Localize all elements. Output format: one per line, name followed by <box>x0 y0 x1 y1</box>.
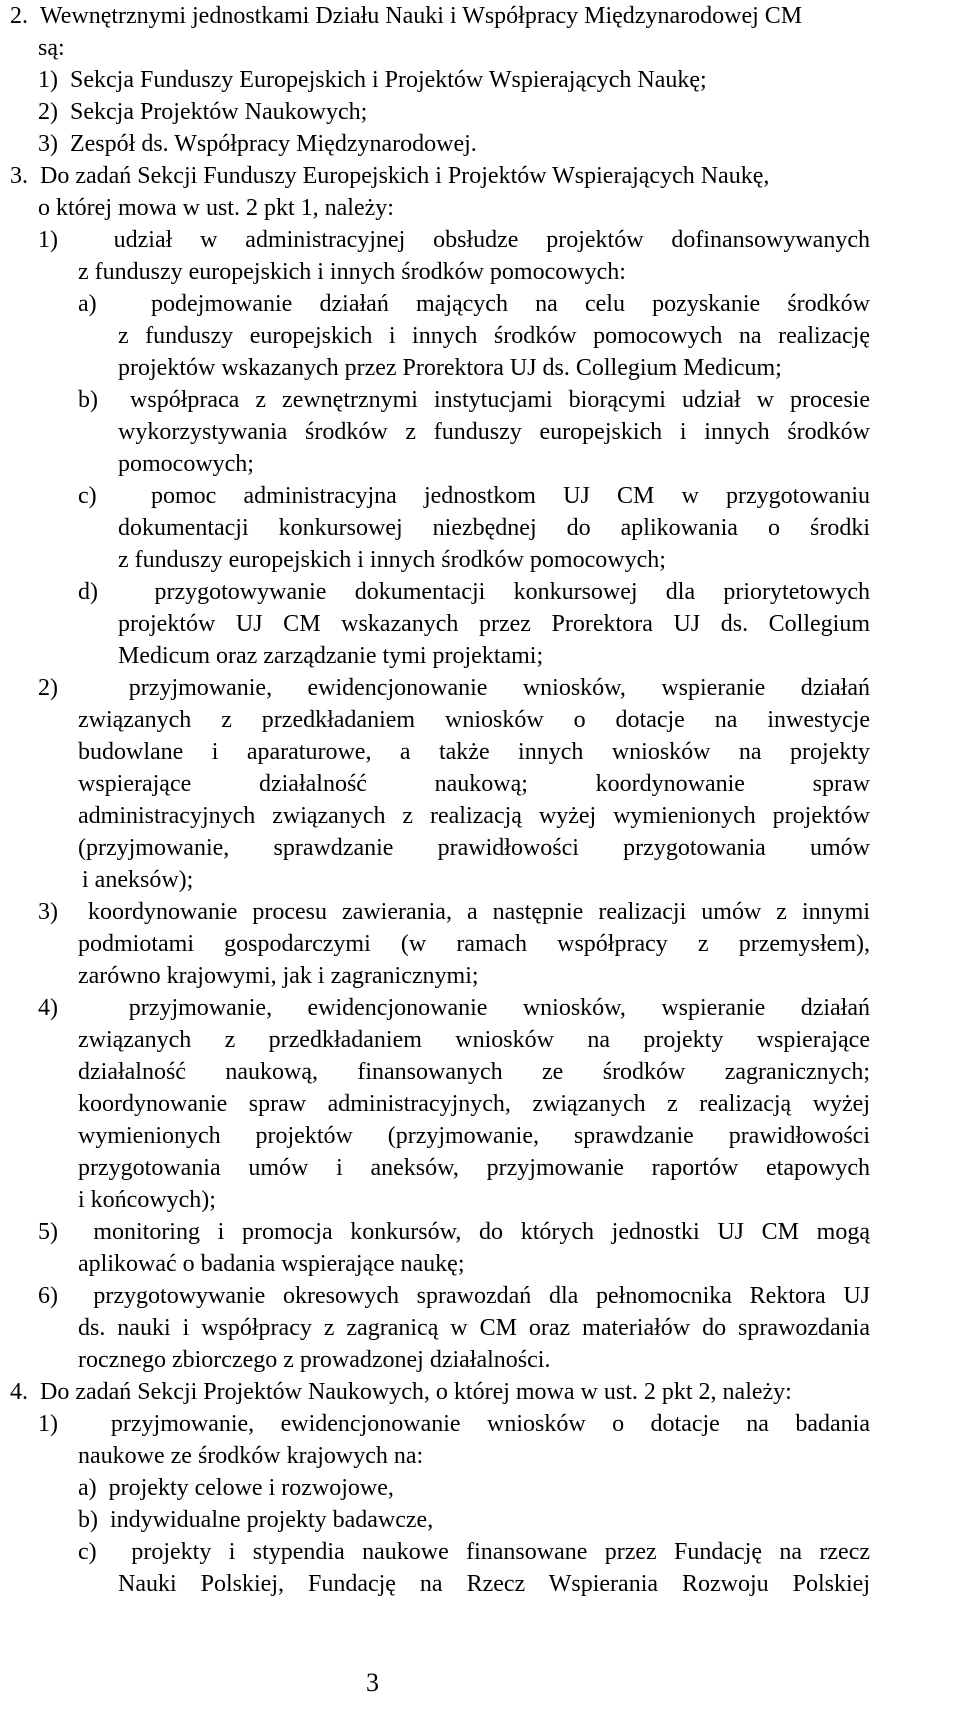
text-line: b) współpraca z zewnętrznymi instytucjami biorącymi udział w procesie <box>78 387 870 413</box>
text-line: administracyjnych związanych z realizacją wyżej wymienionych projektów <box>78 803 870 829</box>
text-line: i końcowych); <box>78 1187 216 1213</box>
text-line: Nauki Polskiej, Fundację na Rzecz Wspierania Rozwoju Polskiej <box>118 1571 870 1597</box>
text-line: 3. Do zadań Sekcji Funduszy Europejskich i Projektów Wspierających Naukę, <box>10 163 770 189</box>
text-line: a) podejmowanie działań mających na celu pozyskanie środków <box>78 291 870 317</box>
text-line: Medicum oraz zarządzanie tymi projektami; <box>118 643 544 669</box>
text-line: są: <box>38 35 65 61</box>
text-line: 4. Do zadań Sekcji Projektów Naukowych, o której mowa w ust. 2 pkt 2, należy: <box>10 1379 792 1405</box>
text-line: związanych z przedkładaniem wniosków na projekty wspierające <box>78 1027 870 1053</box>
text-line: 1) udział w administracyjnej obsłudze projektów dofinansowywanych <box>38 227 870 253</box>
text-line: 4) przyjmowanie, ewidencjonowanie wniosków, wspieranie działań <box>38 995 870 1021</box>
text-line: podmiotami gospodarczymi (w ramach współpracy z przemysłem), <box>78 931 870 957</box>
text-line: 6) przygotowywanie okresowych sprawozdań dla pełnomocnika Rektora UJ <box>38 1283 870 1309</box>
text-line: koordynowanie spraw administracyjnych, związanych z realizacją wyżej <box>78 1091 870 1117</box>
text-line: przygotowania umów i aneksów, przyjmowanie raportów etapowych <box>78 1155 870 1181</box>
text-line: projektów wskazanych przez Prorektora UJ ds. Collegium Medicum; <box>118 355 782 381</box>
text-line: 2. Wewnętrznymi jednostkami Działu Nauki i Współpracy Międzynarodowej CM <box>10 3 803 29</box>
text-line: 3) Zespół ds. Współpracy Międzynarodowej. <box>38 131 477 157</box>
text-line: z funduszy europejskich i innych środków pomocowych: <box>78 259 626 285</box>
text-line: b) indywidualne projekty badawcze, <box>78 1507 434 1533</box>
text-line: 2) Sekcja Projektów Naukowych; <box>38 99 368 125</box>
text-line: budowlane i aparaturowe, a także innych wniosków na projekty <box>78 739 870 765</box>
text-line: wymienionych projektów (przyjmowanie, sprawdzanie prawidłowości <box>78 1123 870 1149</box>
text-line: wykorzystywania środków z funduszy europejskich i innych środków <box>118 419 870 445</box>
text-line: pomocowych; <box>118 451 254 477</box>
text-line: (przyjmowanie, sprawdzanie prawidłowości przygotowania umów <box>78 835 870 861</box>
page-number: 3 <box>366 1668 379 1697</box>
text-line: działalność naukową, finansowanych ze środków zagranicznych; <box>78 1059 870 1085</box>
text-line: c) pomoc administracyjna jednostkom UJ CM w przygotowaniu <box>78 483 870 509</box>
text-line: rocznego zbiorczego z prowadzonej działalności. <box>78 1347 551 1373</box>
text-line: ds. nauki i współpracy z zagranicą w CM oraz materiałów do sprawozdania <box>78 1315 870 1341</box>
text-line: aplikować o badania wspierające naukę; <box>78 1251 465 1277</box>
text-line: związanych z przedkładaniem wniosków o dotacje na inwestycje <box>78 707 870 733</box>
text-line: 3) koordynowanie procesu zawierania, a następnie realizacji umów z innymi <box>38 899 870 925</box>
text-line: wspierające działalność naukową; koordynowanie spraw <box>78 771 870 797</box>
text-line: 1) Sekcja Funduszy Europejskich i Projektów Wspierających Naukę; <box>38 67 707 93</box>
text-line: 2) przyjmowanie, ewidencjonowanie wniosków, wspieranie działań <box>38 675 870 701</box>
text-line: o której mowa w ust. 2 pkt 1, należy: <box>38 195 394 221</box>
text-line: c) projekty i stypendia naukowe finansowane przez Fundację na rzecz <box>78 1539 870 1565</box>
text-line: a) projekty celowe i rozwojowe, <box>78 1475 394 1501</box>
text-line: naukowe ze środków krajowych na: <box>78 1443 424 1469</box>
text-line: dokumentacji konkursowej niezbędnej do aplikowania o środki <box>118 515 870 541</box>
text-line: z funduszy europejskich i innych środków pomocowych na realizację <box>118 323 870 349</box>
text-line: 1) przyjmowanie, ewidencjonowanie wniosków o dotacje na badania <box>38 1411 870 1437</box>
text-line: d) przygotowywanie dokumentacji konkursowej dla priorytetowych <box>78 579 870 605</box>
text-line: projektów UJ CM wskazanych przez Prorektora UJ ds. Collegium <box>118 611 870 637</box>
text-line: z funduszy europejskich i innych środków pomocowych; <box>118 547 666 573</box>
text-line: 5) monitoring i promocja konkursów, do których jednostki UJ CM mogą <box>38 1219 870 1245</box>
text-line: i aneksów); <box>82 867 194 893</box>
text-line: zarówno krajowymi, jak i zagranicznymi; <box>78 963 479 989</box>
